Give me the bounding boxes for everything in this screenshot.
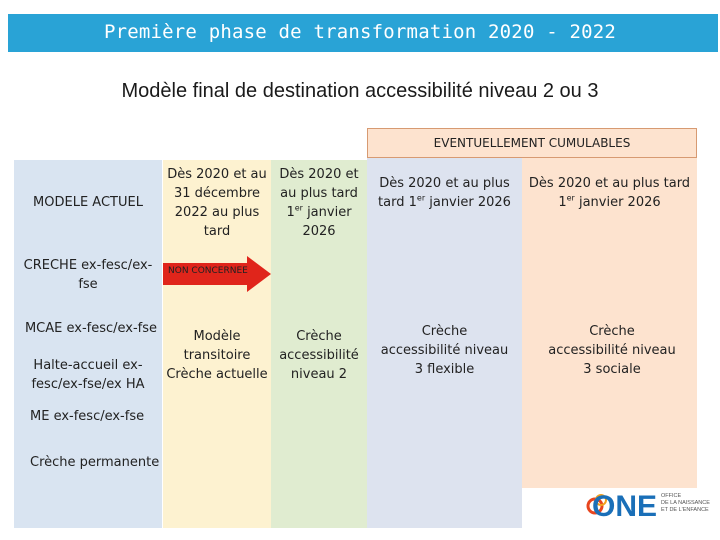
level3-social-header-line2: 1er janvier 2026	[558, 193, 661, 210]
level2-body	[271, 327, 367, 384]
transition-body-line1: Modèle	[193, 329, 241, 344]
level3-flex-header-line1: Dès 2020 et au plus	[379, 176, 510, 191]
page-title: Première phase de transformation 2020 - 2022	[103, 21, 617, 43]
level3-flex-header-line2: tard 1er janvier 2026	[378, 193, 511, 210]
logo-tagline-3: ET DE L'ENFANCE	[661, 507, 709, 513]
transition-header-line1: Dès 2020 et au	[167, 167, 267, 182]
level3-flex-body-line2: accessibilité niveau	[380, 343, 509, 358]
transition-header-line2: 31 décembre	[173, 186, 261, 201]
level2-body-line2: accessibilité	[279, 348, 359, 363]
logo-tagline-2: DE LA NAISSANCE	[661, 500, 710, 506]
level3-social-body-line3: 3 sociale	[583, 362, 641, 377]
transition-body-line2: transitoire	[183, 348, 251, 363]
level2-body-line3: niveau 2	[290, 367, 348, 382]
level3-social-body	[522, 322, 702, 379]
transition-header	[163, 165, 271, 241]
level3-flex-header	[367, 174, 522, 212]
transition-body	[163, 327, 271, 384]
actual-item-creche: CRECHE ex-fesc/ex-fse	[23, 258, 153, 292]
level2-header-line2: au plus tard	[280, 186, 358, 201]
transition-header-line4: tard	[203, 224, 231, 239]
column-actual	[14, 160, 162, 528]
level2-body-line1: Crèche	[296, 329, 342, 344]
level3-flex-body-line3: 3 flexible	[414, 362, 475, 377]
transition-body-line3: Crèche actuelle	[166, 367, 268, 382]
non-concernee-label: NON CONCERNEE	[168, 266, 248, 276]
actual-item-mcae: MCAE ex-fesc/ex-fse	[24, 321, 158, 336]
page-subtitle: Modèle final de destination accessibilité niveau 2 ou 3	[121, 80, 599, 102]
one-logo	[583, 486, 713, 520]
level3-social-body-line1: Crèche	[589, 324, 635, 339]
level2-header-line1: Dès 2020 et	[279, 167, 359, 182]
transition-header-line3: 2022 au plus	[174, 205, 260, 220]
level3-flex-body	[367, 322, 522, 379]
level3-social-header-line1: Dès 2020 et au plus tard	[528, 176, 691, 191]
level2-header	[271, 165, 367, 241]
level2-header-line4: 2026	[302, 224, 336, 239]
logo-tagline-1: OFFICE	[661, 493, 682, 499]
level3-social-body-line2: accessibilité niveau	[548, 343, 676, 358]
level3-social-header	[522, 174, 697, 212]
actual-item-halte-accueil: Halte-accueil ex-fesc/ex-fse/ex HA	[31, 358, 145, 392]
level2-header-line3: 1er janvier	[286, 203, 352, 220]
level3-flex-body-line1: Crèche	[421, 324, 468, 339]
actual-item-me: ME ex-fesc/ex-fse	[30, 409, 145, 424]
column-actual-header: MODELE ACTUEL	[33, 195, 143, 210]
logo-text: ONE	[592, 490, 658, 520]
actual-item-creche-permanente: Crèche permanente	[30, 455, 160, 470]
cumulable-label: EVENTUELLEMENT CUMULABLES	[367, 128, 697, 158]
